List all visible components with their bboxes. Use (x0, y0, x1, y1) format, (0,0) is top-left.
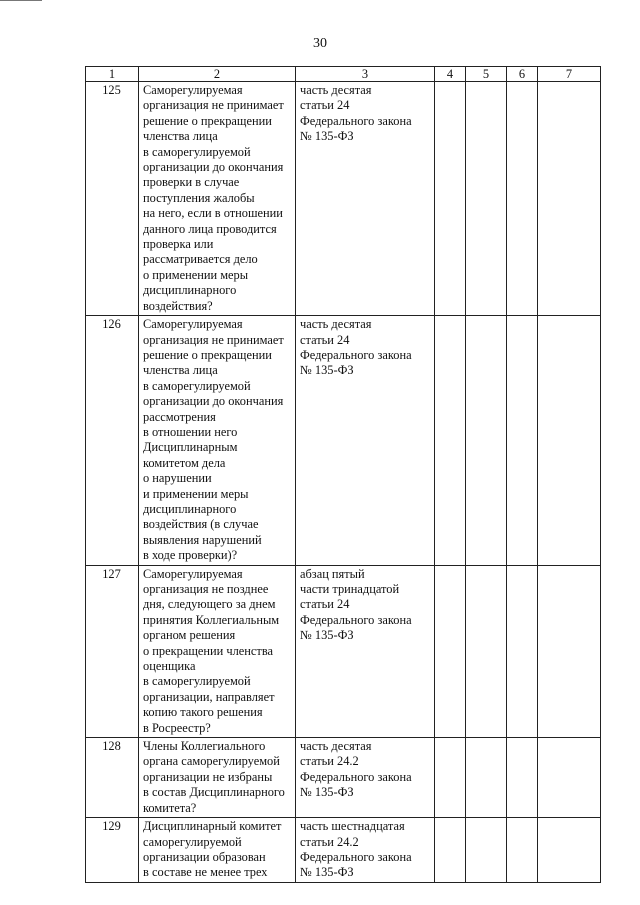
legal-reference-line: абзац пятый (300, 566, 365, 581)
requirement-question (139, 738, 296, 818)
requirement-question (139, 565, 296, 737)
legal-reference (296, 738, 435, 818)
answer-cell (538, 565, 601, 737)
question-line: Дисциплинарным (143, 440, 238, 455)
answer-cell (466, 316, 507, 566)
legal-reference-line: статьи 24.2 (300, 834, 359, 849)
answer-cell (435, 316, 466, 566)
legal-reference-line: часть шестнадцатая (300, 819, 405, 834)
answer-cell (466, 818, 507, 883)
question-line: организация не позднее (143, 582, 269, 596)
answer-cell (538, 316, 601, 566)
question-line: комитетом дела (143, 455, 226, 470)
question-line: воздействия? (143, 298, 213, 313)
question-line: в саморегулируемой (143, 674, 251, 689)
row-number: 128 (86, 738, 139, 818)
question-line: органом решения (143, 628, 236, 643)
question-line: членства лица (143, 363, 218, 378)
checklist-table (85, 66, 601, 883)
table-row (86, 82, 601, 316)
requirement-question (139, 818, 296, 883)
answer-cell (466, 565, 507, 737)
legal-reference-line: Федерального закона (300, 347, 412, 362)
legal-reference-line: Федерального закона (300, 612, 412, 627)
question-line: в состав Дисциплинарного (143, 785, 285, 800)
answer-cell (538, 82, 601, 316)
answer-cell (466, 738, 507, 818)
legal-reference-line: часть десятая (300, 83, 372, 97)
question-line: на него, если в отношении (143, 206, 283, 221)
question-line: организации, направляет (143, 689, 275, 704)
legal-reference (296, 316, 435, 566)
column-header: 5 (466, 67, 507, 82)
question-line: организации не избраны (143, 769, 273, 784)
question-line: членства лица (143, 129, 218, 144)
question-line: решение о прекращении (143, 347, 272, 362)
table-row (86, 738, 601, 818)
question-line: дисциплинарного (143, 501, 237, 516)
table-row (86, 818, 601, 883)
question-line: организация не принимает (143, 98, 284, 113)
legal-reference-line: № 135-ФЗ (300, 363, 354, 378)
question-line: дисциплинарного (143, 283, 237, 298)
row-number: 129 (86, 818, 139, 883)
table-header-row (86, 67, 601, 82)
legal-reference (296, 818, 435, 883)
legal-reference-line: статьи 24 (300, 332, 350, 347)
question-line: органа саморегулируемой (143, 754, 280, 769)
requirement-question (139, 82, 296, 316)
table-body (86, 82, 601, 883)
question-line: в Росреестр? (143, 720, 211, 735)
answer-cell (507, 82, 538, 316)
legal-reference-line: № 135-ФЗ (300, 785, 354, 800)
answer-cell (538, 818, 601, 883)
answer-cell (435, 82, 466, 316)
question-line: Саморегулируемая (143, 83, 243, 97)
row-number: 125 (86, 82, 139, 316)
legal-reference-line: Федерального закона (300, 769, 412, 784)
question-line: Дисциплинарный комитет (143, 819, 282, 834)
question-line: и применении меры (143, 486, 249, 501)
question-line: организация не принимает (143, 332, 284, 347)
table-row (86, 565, 601, 737)
legal-reference (296, 82, 435, 316)
question-line: рассматривается дело (143, 252, 258, 267)
answer-cell (507, 818, 538, 883)
answer-cell (435, 738, 466, 818)
question-line: данного лица проводится (143, 221, 277, 236)
question-line: в отношении него (143, 424, 238, 439)
question-line: в составе не менее трех (143, 865, 268, 880)
answer-cell (538, 738, 601, 818)
question-line: организации до окончания (143, 394, 284, 409)
row-number: 127 (86, 565, 139, 737)
question-line: проверки в случае (143, 175, 240, 190)
column-header: 3 (296, 67, 435, 82)
legal-reference-line: № 135-ФЗ (300, 129, 354, 144)
column-header: 2 (139, 67, 296, 82)
question-line: в саморегулируемой (143, 378, 251, 393)
legal-reference-line: части тринадцатой (300, 582, 400, 596)
answer-cell (507, 738, 538, 818)
question-line: о применении меры (143, 267, 249, 282)
legal-reference-line: статьи 24 (300, 98, 350, 113)
legal-reference-line: статьи 24.2 (300, 754, 359, 769)
answer-cell (466, 82, 507, 316)
question-line: воздействия (в случае (143, 517, 259, 532)
legal-reference-line: часть десятая (300, 317, 372, 332)
question-line: дня, следующего за днем (143, 597, 276, 612)
question-line: Саморегулируемая (143, 317, 243, 332)
requirement-question (139, 316, 296, 566)
question-line: в ходе проверки)? (143, 548, 238, 563)
legal-reference-line: часть десятая (300, 739, 372, 754)
column-header: 7 (538, 67, 601, 82)
question-line: решение о прекращении (143, 113, 272, 128)
question-line: принятия Коллегиальным (143, 612, 280, 627)
legal-reference-line: Федерального закона (300, 113, 412, 128)
legal-reference-line: Федерального закона (300, 849, 412, 864)
question-line: поступления жалобы (143, 190, 255, 205)
question-line: саморегулируемой (143, 834, 242, 849)
legal-reference-line: статьи 24 (300, 597, 350, 612)
answer-cell (507, 316, 538, 566)
question-line: выявления нарушений (143, 532, 262, 547)
column-header: 6 (507, 67, 538, 82)
scan-corner-mark (0, 0, 42, 4)
legal-reference-line: № 135-ФЗ (300, 865, 354, 880)
answer-cell (435, 565, 466, 737)
legal-reference-line: № 135-ФЗ (300, 628, 354, 643)
table-row (86, 316, 601, 566)
question-line: оценщика (143, 659, 196, 674)
column-header: 4 (435, 67, 466, 82)
question-line: Члены Коллегиального (143, 739, 266, 754)
question-line: о прекращении членства (143, 643, 274, 658)
question-line: организации образован (143, 849, 266, 864)
question-line: рассмотрения (143, 409, 216, 424)
row-number: 126 (86, 316, 139, 566)
question-line: проверка или (143, 237, 214, 252)
question-line: организации до окончания (143, 160, 284, 175)
column-header: 1 (86, 67, 139, 82)
question-line: о нарушении (143, 471, 212, 486)
question-line: в саморегулируемой (143, 144, 251, 159)
question-line: Саморегулируемая (143, 566, 243, 581)
answer-cell (507, 565, 538, 737)
question-line: комитета? (143, 800, 197, 815)
question-line: копию такого решения (143, 705, 263, 720)
answer-cell (435, 818, 466, 883)
page-number: 30 (313, 36, 327, 51)
legal-reference (296, 565, 435, 737)
